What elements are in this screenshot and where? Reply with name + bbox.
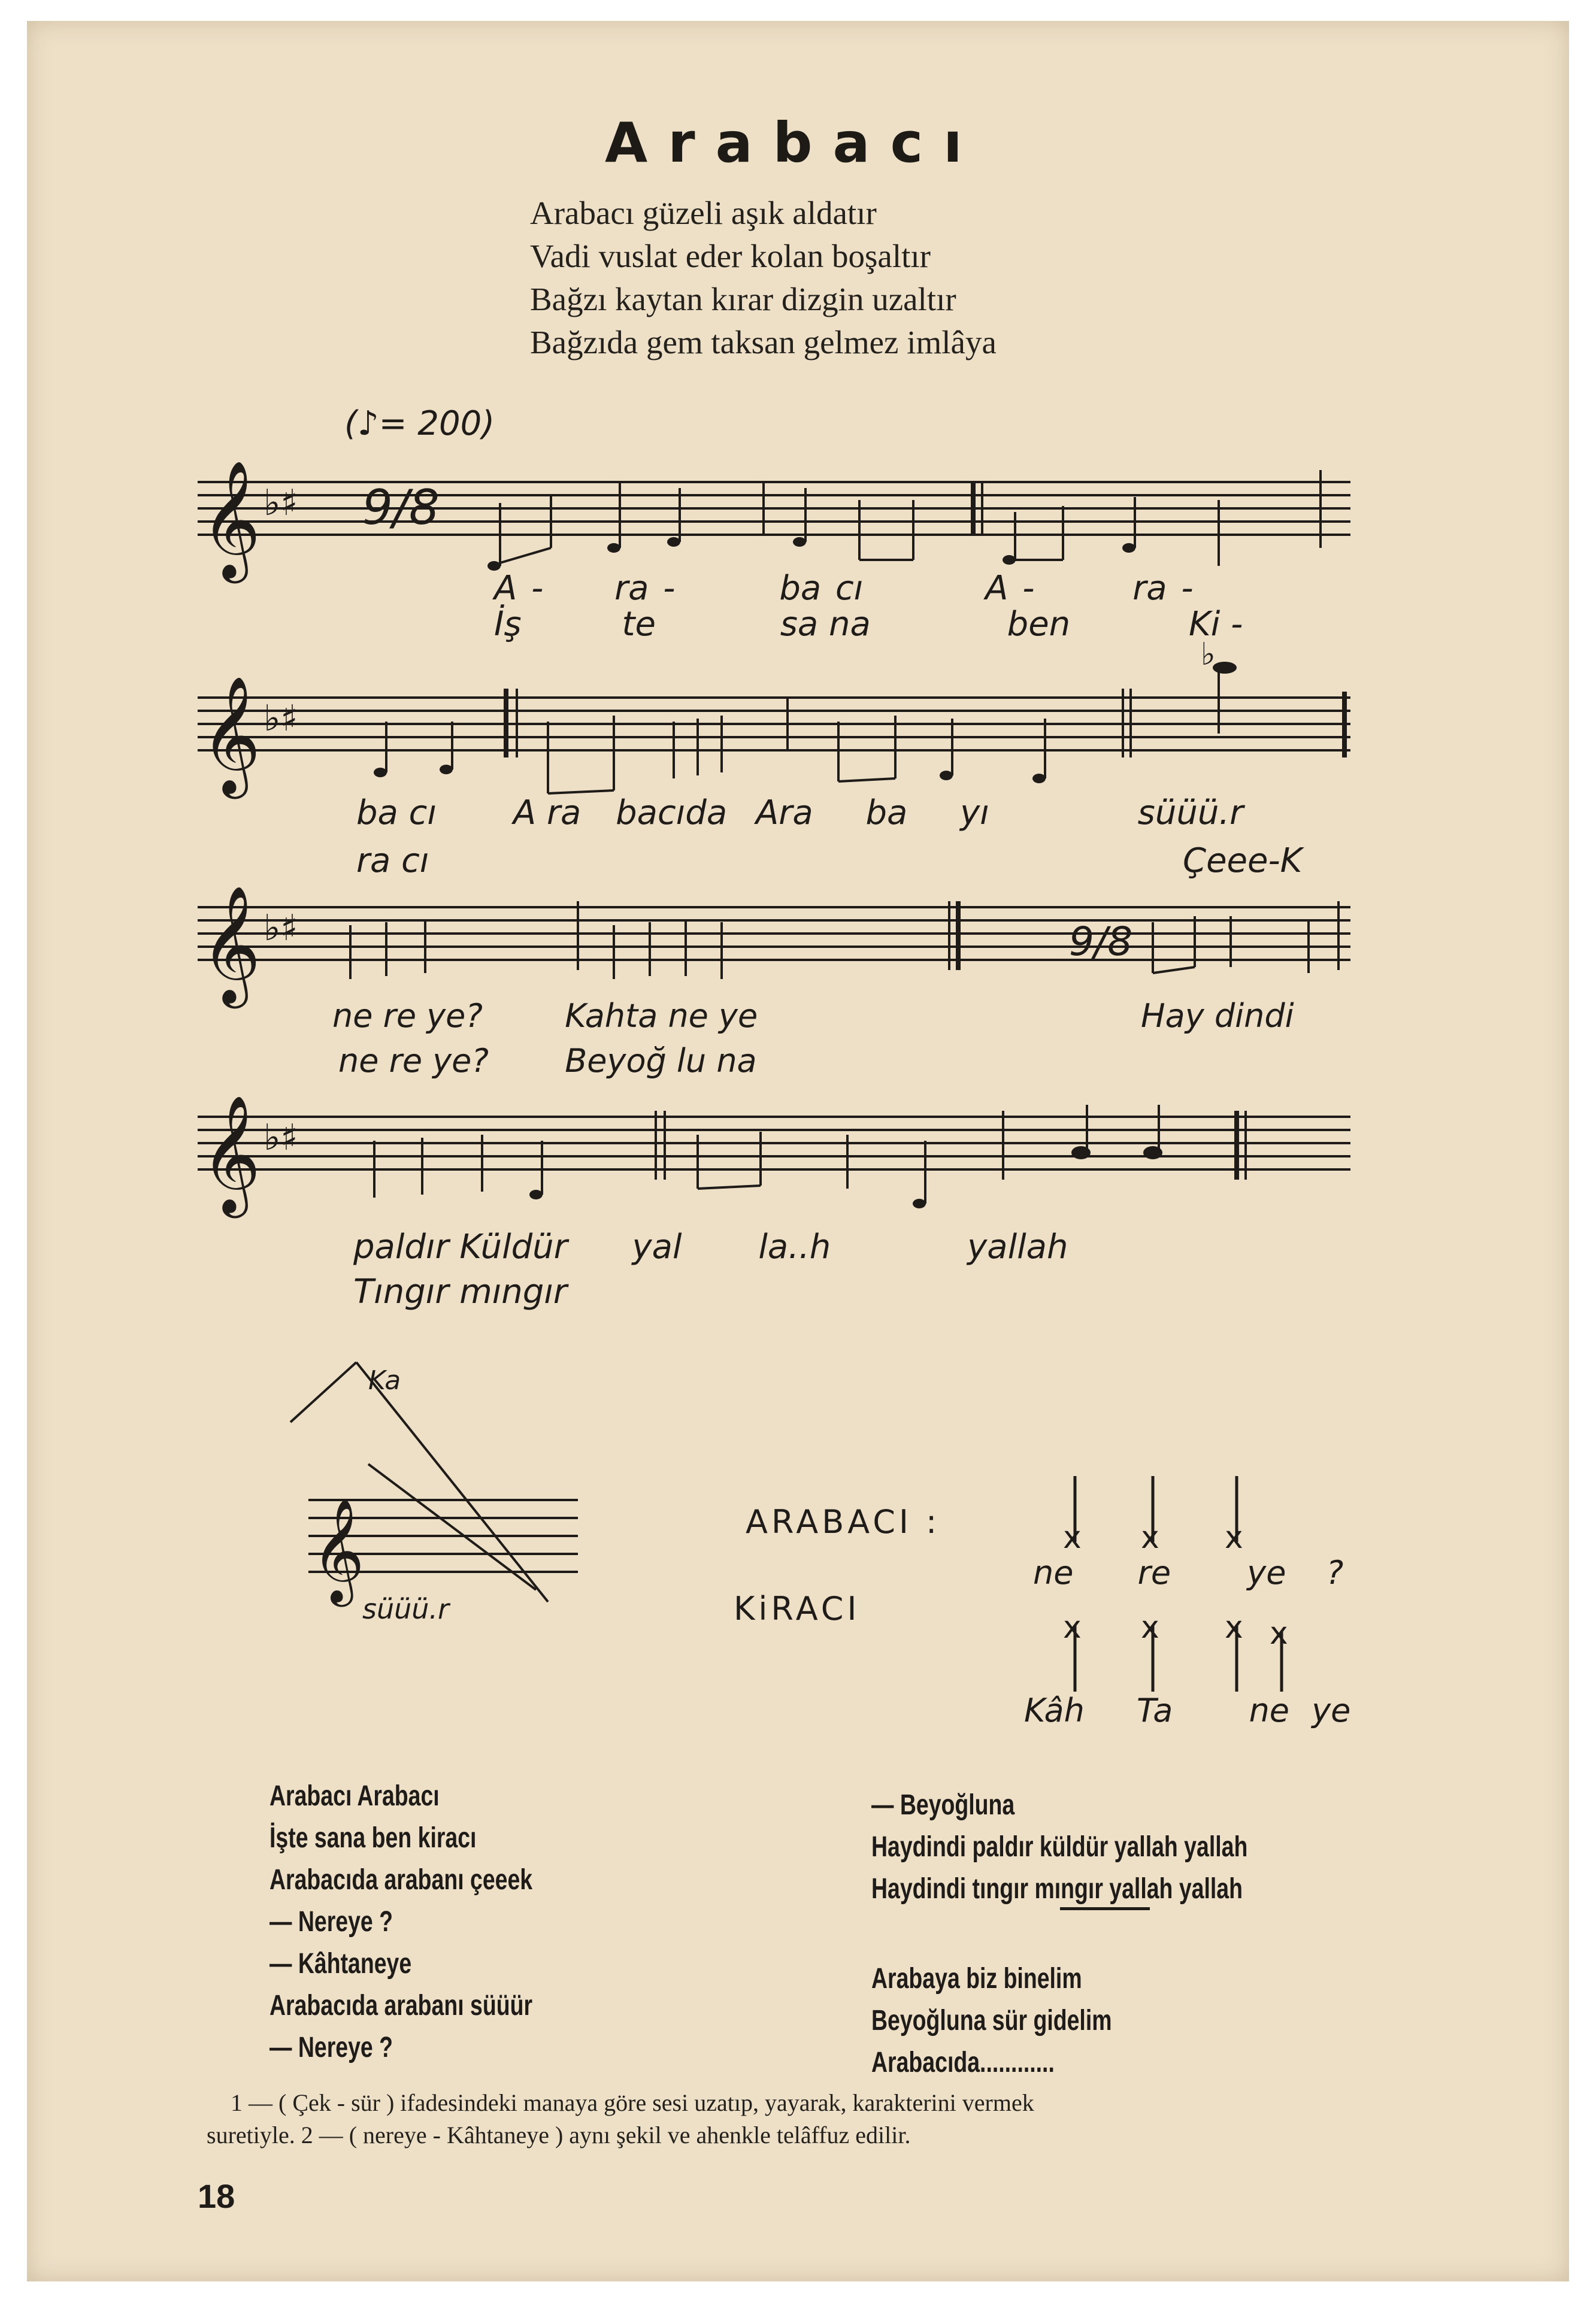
kiraci-syllables: Kâh Ta ne ye	[1024, 1692, 1351, 1729]
lyrics-right-column-2	[871, 1958, 1180, 2084]
flat-sharp-key-icon: ♭♯	[264, 907, 298, 949]
staff1-lyrics-b: İş te sa na ben Ki -	[494, 605, 1243, 644]
lyric-line: — Nereye ?	[269, 2032, 393, 2063]
treble-clef-icon: 𝄞	[201, 460, 261, 578]
svg-text:x: x	[1141, 1520, 1159, 1556]
lyric-line: Beyoğluna sür gidelim	[871, 2005, 1112, 2037]
verse-line: Bağzıda gem taksan gelmez imlâya	[530, 324, 997, 360]
lyric-line: — Kâhtaneye	[269, 1948, 412, 1980]
staff1-lyrics-a: A - ra - ba cı A - ra -	[494, 569, 1194, 608]
svg-text:x: x	[1141, 1610, 1159, 1646]
treble-clef-icon: 𝄞	[201, 675, 261, 794]
staff2-lyrics-b-end: Çeee-K	[1183, 841, 1303, 880]
songbook-page	[27, 21, 1569, 2281]
flat-sharp-key-icon: ♭♯	[264, 698, 298, 740]
lyric-line: Arabaya biz binelim	[871, 1963, 1082, 1995]
diagram-label-bottom: süüü.r	[362, 1593, 449, 1625]
section-divider	[1060, 1907, 1150, 1910]
staff2-lyrics-b: ra cı	[356, 841, 429, 880]
footnote-line: suretiyle. 2 — ( nereye - Kâhtaneye ) aynı şekil ve ahenkle telâffuz edilir.	[207, 2122, 911, 2149]
flat-icon: ♭	[1201, 637, 1216, 672]
svg-text:x: x	[1063, 1520, 1082, 1556]
svg-text:x: x	[1225, 1610, 1243, 1646]
lyric-line: — Beyoğluna	[871, 1789, 1015, 1821]
svg-text:x: x	[1225, 1520, 1243, 1556]
svg-text:x: x	[1270, 1616, 1288, 1652]
lyric-line: Arabacıda............	[871, 2047, 1055, 2078]
staff-3	[198, 901, 1350, 979]
footnote-line: 1 — ( Çek - sür ) ifadesindeki manaya göre sesi uzatıp, yayarak, karakterini vermek	[231, 2089, 1034, 2116]
staff-2	[198, 665, 1350, 793]
treble-clef-icon: 𝄞	[311, 1498, 365, 1602]
staff4-lyrics-b: Tıngır mıngır	[353, 1272, 567, 1311]
rhythm-notes	[1045, 1458, 1380, 1698]
time-signature: 9/8	[362, 480, 440, 535]
staff3-lyrics-a-end: Hay dindi	[1141, 997, 1294, 1035]
staff3-lyrics-a: ne re ye? Kahta ne ye	[332, 997, 758, 1035]
staff-4	[198, 1105, 1350, 1204]
page-number: 18	[198, 2177, 235, 2215]
song-title: Arabacı	[605, 111, 983, 175]
arabaci-label: ARABACI :	[746, 1503, 941, 1541]
staff4-lyrics-a: paldır Küldür yal la..h yallah	[353, 1228, 1068, 1266]
treble-clef-icon: 𝄞	[201, 885, 261, 1004]
tempo-marking: (♪= 200)	[344, 404, 495, 443]
verse-line: Arabacı güzeli aşık aldatır	[530, 195, 877, 231]
staff3-lyrics-b: ne re ye? Beyoğ lu na	[338, 1042, 757, 1080]
flat-sharp-key-icon: ♭♯	[264, 1117, 298, 1159]
lyrics-right-column	[871, 1784, 1354, 1910]
lyric-line: Arabacıda arabanı süüür	[269, 1990, 533, 2022]
lyric-line: — Nereye ?	[269, 1906, 393, 1938]
treble-clef-icon: 𝄞	[201, 1095, 261, 1213]
svg-text:x: x	[1063, 1610, 1082, 1646]
lyric-line: İşte sana ben kiracı	[269, 1822, 477, 1854]
footnote	[207, 2087, 1034, 2152]
glissando-diagram	[266, 1356, 602, 1638]
lyric-line: Arabacıda arabanı çeeek	[269, 1864, 533, 1896]
diagram-label-top: Ka	[368, 1365, 401, 1396]
lyric-line: Haydindi tıngır mıngır yallah yallah	[871, 1873, 1243, 1905]
time-signature: 9/8	[1069, 919, 1133, 965]
staff2-lyrics-a: ba cı A ra bacıda Ara ba yı süüü.r	[356, 793, 1244, 832]
flat-sharp-key-icon: ♭♯	[264, 482, 298, 524]
verse-line: Vadi vuslat eder kolan boşaltır	[530, 238, 931, 274]
lyric-line: Haydindi paldır küldür yallah yallah	[871, 1831, 1248, 1863]
lyrics-left-column	[269, 1775, 607, 2069]
lyric-line: Arabacı Arabacı	[269, 1780, 440, 1812]
arabaci-syllables: ne re ye ?	[1033, 1554, 1344, 1592]
verse-line: Bağzı kaytan kırar dizgin uzaltır	[530, 281, 956, 317]
music-score	[27, 21, 1569, 2281]
kiraci-label: KiRACI	[734, 1590, 861, 1628]
